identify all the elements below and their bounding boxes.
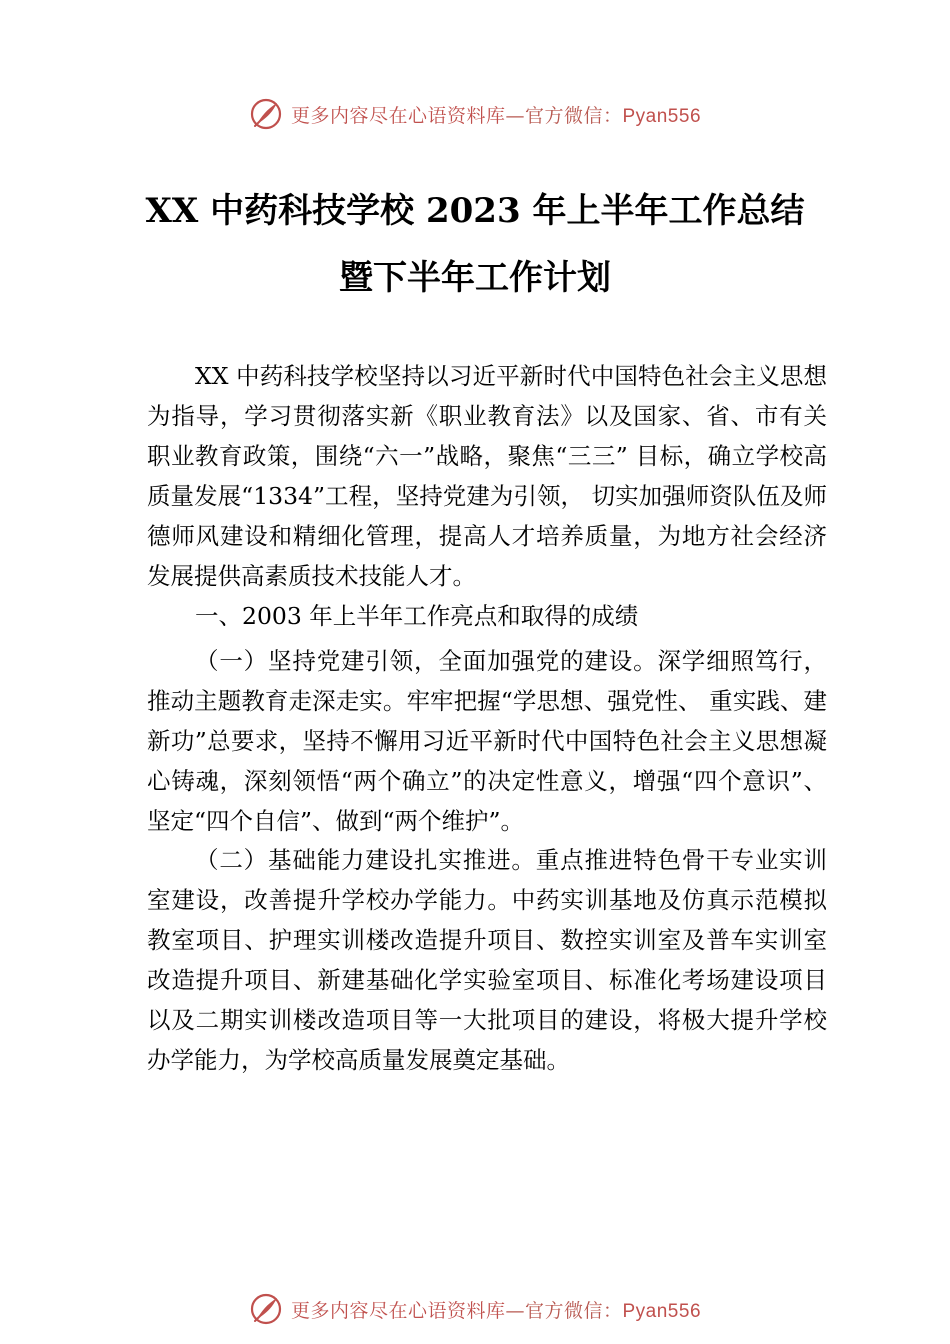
watermark-main-text: 更多内容尽在心语资料库 bbox=[290, 1299, 506, 1322]
watermark-wechat-id: Pyan556 bbox=[622, 105, 702, 127]
watermark-sub-text: 官方微信： bbox=[524, 1299, 623, 1322]
watermark-text bbox=[291, 1296, 701, 1323]
watermark-dash: — bbox=[505, 1299, 525, 1322]
header-watermark bbox=[0, 94, 950, 134]
watermark-wechat-id: Pyan556 bbox=[622, 1300, 702, 1322]
footer-watermark bbox=[0, 1289, 950, 1329]
document-title-line2: 暨下半年工作计划 bbox=[339, 258, 611, 298]
watermark-text bbox=[291, 101, 701, 128]
item-one-paragraph: （一）坚持党建引领，全面加强党的建设。深学细照笃行，推动主题教育走深走实。牢牢把握“学思想、强党性、 重实践、建新功”总要求，坚持不懈用习近平新时代中国特色社会主义思想凝心铸魂，深刻领悟“两个确立”的决定性意义，增强“四个意识”、坚定“四个自信”、做到“两个维护”。 bbox=[147, 647, 827, 835]
document-title-line1: XX 中药科技学校 2023 年上半年工作总结 bbox=[145, 191, 805, 231]
section-heading: 一、2003 年上半年工作亮点和取得的成绩 bbox=[195, 602, 639, 630]
feather-quill-logo-icon bbox=[249, 1292, 283, 1326]
watermark-dash: — bbox=[505, 104, 525, 127]
watermark-main-text: 更多内容尽在心语资料库 bbox=[290, 104, 506, 127]
intro-paragraph: XX 中药科技学校坚持以习近平新时代中国特色社会主义思想为指导，学习贯彻落实新《职业教育法》以及国家、省、市有关职业教育政策，围绕“六一”战略，聚焦“三三” 目标，确立学校高质量发展“1334”工程，坚持党建为引领， 切实加强师资队伍及师德师风建设和精细化管理，提高人才培养质量，为地方社会经济发展提供高素质技术技能人才。 bbox=[147, 362, 827, 590]
item-two-paragraph: （二）基础能力建设扎实推进。重点推进特色骨干专业实训室建设，改善提升学校办学能力。中药实训基地及仿真示范模拟教室项目、护理实训楼改造提升项目、数控实训室及普车实训室改造提升项目、新建基础化学实验室项目、标准化考场建设项目以及二期实训楼改造项目等一大批项目的建设，将极大提升学校办学能力，为学校高质量发展奠定基础。 bbox=[147, 846, 827, 1074]
watermark-sub-text: 官方微信： bbox=[524, 104, 623, 127]
feather-quill-logo-icon bbox=[249, 97, 283, 131]
